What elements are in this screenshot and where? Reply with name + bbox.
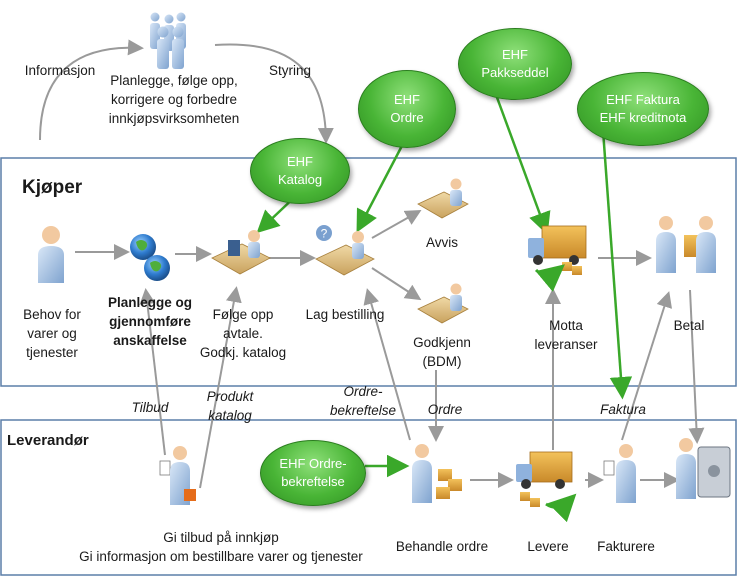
shipping-truck-icon bbox=[516, 452, 572, 507]
svg-text:?: ? bbox=[320, 226, 328, 241]
step-betal: Betal bbox=[673, 318, 705, 333]
bubble-ehf-ordrebekreftelse: EHF Ordre- bekreftelse bbox=[260, 440, 366, 506]
payment-icon bbox=[656, 216, 716, 273]
step-behov: Behov for varer og tjenester bbox=[23, 307, 81, 360]
flow-ordre: Ordre bbox=[427, 402, 463, 417]
order-handler-icon bbox=[412, 444, 462, 503]
desk-worker-icon bbox=[212, 230, 270, 274]
approve-desk-icon bbox=[418, 284, 468, 324]
step-levere: Levere bbox=[527, 539, 569, 554]
person-icon bbox=[38, 226, 64, 283]
bubble-ehf-katalog: EHF Katalog bbox=[250, 138, 350, 204]
step-planlegge: Planlegge og gjennomføre anskaffelse bbox=[107, 295, 193, 348]
safe-icon bbox=[676, 438, 730, 499]
delivery-truck-icon bbox=[528, 226, 586, 275]
flow-produkt-katalog: Produkt katalog bbox=[206, 389, 254, 423]
step-behandle: Behandle ordre bbox=[395, 539, 489, 554]
flow-faktura: Faktura bbox=[600, 402, 646, 417]
bubble-ehf-pakkseddel: EHF Pakkseddel bbox=[458, 28, 572, 100]
flow-ordrebekreftelse: Ordre- bekreftelse bbox=[329, 384, 397, 418]
step-folge: Følge opp avtale. Godkj. katalog bbox=[199, 307, 287, 360]
reject-desk-icon bbox=[418, 179, 468, 219]
styring-label: Styring bbox=[268, 63, 312, 78]
buyer-band bbox=[1, 158, 736, 386]
step-avvis: Avvis bbox=[425, 235, 459, 250]
bubble-ehf-faktura: EHF Faktura EHF kreditnota bbox=[577, 72, 709, 146]
step-fakturere: Fakturere bbox=[597, 539, 655, 554]
buyer-title: Kjøper bbox=[22, 177, 83, 198]
flow-tilbud: Tilbud bbox=[131, 400, 169, 415]
order-desk-icon bbox=[316, 225, 374, 275]
globe-icon bbox=[130, 234, 170, 281]
team-icon bbox=[150, 13, 186, 70]
planning-text: Planlegge, følge opp, korrigere og forbedre innkjøpsvirksomheten bbox=[108, 73, 240, 126]
supplier-title: Leverandør bbox=[7, 432, 89, 449]
step-godkjenn: Godkjenn (BDM) bbox=[413, 335, 471, 369]
bubble-ehf-ordre: EHF Ordre bbox=[358, 70, 456, 148]
step-gi-tilbud: Gi tilbud på innkjøp Gi informasjon om bestillbare varer og tjenester bbox=[79, 530, 363, 564]
step-lag: Lag bestilling bbox=[305, 307, 385, 322]
informasjon-label: Informasjon bbox=[24, 63, 96, 78]
invoicer-icon bbox=[604, 444, 636, 503]
step-motta: Motta leveranser bbox=[534, 318, 598, 352]
